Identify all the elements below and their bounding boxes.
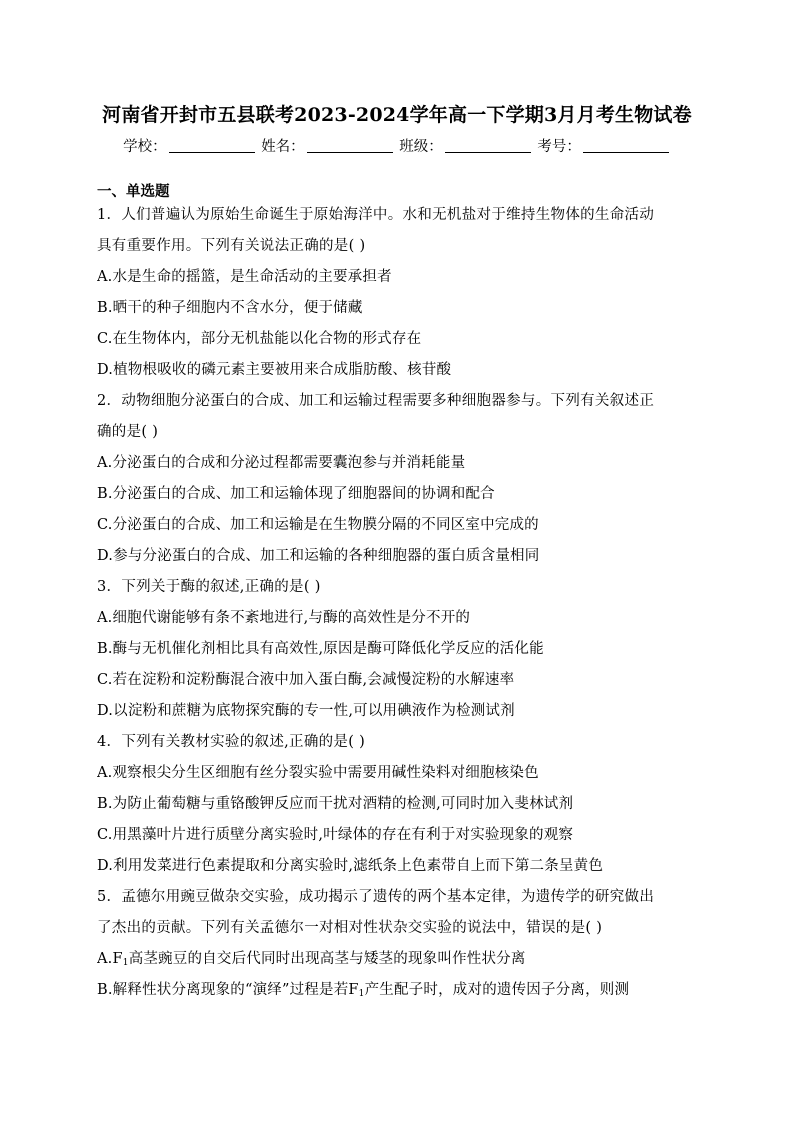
exam-number-label: 考号： — [537, 139, 581, 155]
question-3-option-d: D.以淀粉和蔗糖为底物探究酶的专一性,可以用碘液作为检测试剂 — [97, 703, 515, 719]
question-2-option-d: D.参与分泌蛋白的合成、加工和运输的各种细胞器的蛋白质含量相同 — [97, 548, 540, 564]
class-label: 班级： — [399, 139, 443, 155]
question-3-option-b: B.酶与无机催化剂相比具有高效性,原因是酶可降低化学反应的活化能 — [97, 641, 544, 657]
exam-number-blank — [583, 138, 669, 153]
school-blank — [169, 138, 255, 153]
question-4-option-d: D.利用发菜进行色素提取和分离实验时,滤纸条上色素带自上而下第二条呈黄色 — [97, 858, 604, 874]
question-4-option-c: C.用黑藻叶片进行质壁分离实验时,叶绿体的存在有利于对实验现象的观察 — [97, 827, 574, 843]
question-2-option-b: B.分泌蛋白的合成、加工和运输体现了细胞器间的协调和配合 — [97, 486, 495, 502]
question-4-option-a: A.观察根尖分生区细胞有丝分裂实验中需要用碱性染料对细胞核染色 — [97, 765, 539, 781]
question-1-option-c: C.在生物体内，部分无机盐能以化合物的形式存在 — [97, 331, 422, 347]
question-5-option-a-post: 高茎豌豆的自交后代同时出现高茎与矮茎的现象叫作性状分离 — [128, 951, 526, 967]
question-5-option-a-subscript: 1 — [122, 958, 129, 968]
question-2-option-a: A.分泌蛋白的合成和分泌过程都需要囊泡参与并消耗能量 — [97, 455, 466, 471]
question-2-option-c: C.分泌蛋白的合成、加工和运输是在生物膜分隔的不同区室中完成的 — [97, 517, 539, 533]
school-label: 学校： — [123, 139, 167, 155]
question-1-stem-line-2: 具有重要作用。下列有关说法正确的是( ) — [97, 238, 366, 254]
question-1-option-a: A.水是生命的摇篮，是生命活动的主要承担者 — [97, 269, 392, 285]
question-4-option-b: B.为防止葡萄糖与重铬酸钾反应而干扰对酒精的检测,可同时加入斐林试剂 — [97, 796, 574, 812]
question-2-stem-line-1: 2．动物细胞分泌蛋白的合成、加工和运输过程需要多种细胞器参与。下列有关叙述正 — [97, 393, 655, 409]
question-3-option-a: A.细胞代谢能够有条不紊地进行,与酶的高效性是分不开的 — [97, 610, 471, 626]
question-5-option-a — [97, 948, 701, 979]
question-list — [97, 204, 701, 1010]
question-5-stem-line-2: 了杰出的贡献。下列有关孟德尔一对相对性状杂交实验的说法中，错误的是( ) — [97, 920, 603, 936]
question-5-option-b — [97, 979, 701, 1010]
question-1-option-d: D.植物根吸收的磷元素主要被用来合成脂肪酸、核苷酸 — [97, 362, 452, 378]
question-5-option-b-post: 产生配子时，成对的遗传因子分离，则测 — [364, 982, 630, 998]
question-1-stem-line-1: 1．人们普遍认为原始生命诞生于原始海洋中。水和无机盐对于维持生物体的生命活动 — [97, 207, 655, 223]
question-1-option-b: B.晒干的种子细胞内不含水分，便于储藏 — [97, 300, 363, 316]
exam-title: 河南省开封市五县联考2023-2024学年高一下学期3月月考生物试卷 — [102, 104, 692, 126]
question-5-option-b-subscript: 1 — [358, 989, 365, 999]
question-5-option-a-pre: A.F — [97, 951, 123, 967]
question-3-option-c: C.若在淀粉和淀粉酶混合液中加入蛋白酶,会减慢淀粉的水解速率 — [97, 672, 515, 688]
section-heading: 一、单选题 — [97, 183, 170, 200]
name-blank — [307, 138, 393, 153]
question-5-option-b-pre: B.解释性状分离现象的“演绎”过程是若F — [97, 982, 359, 998]
question-2-stem-line-2: 确的是( ) — [97, 424, 159, 440]
question-4-stem: 4．下列有关教材实验的叙述,正确的是( ) — [97, 734, 366, 750]
question-3-stem: 3．下列关于酶的叙述,正确的是( ) — [97, 579, 321, 595]
name-label: 姓名： — [261, 139, 305, 155]
student-info-row — [0, 135, 794, 156]
class-blank — [445, 138, 531, 153]
question-5-stem-line-1: 5．孟德尔用豌豆做杂交实验，成功揭示了遗传的两个基本定律，为遗传学的研究做出 — [97, 889, 655, 905]
